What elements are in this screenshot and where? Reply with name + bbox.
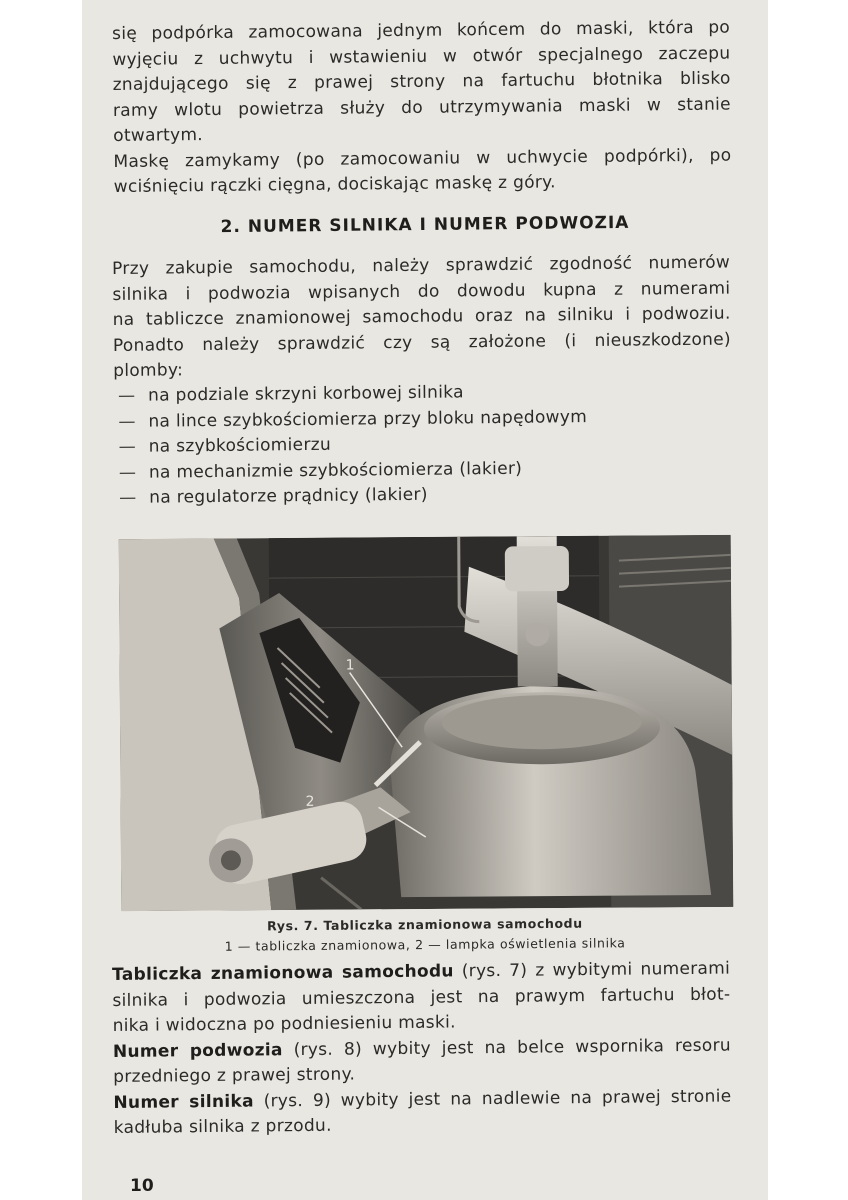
list-item-text: na regulatorze prądnicy (lakier): [149, 484, 428, 508]
top-paragraph: [112, 16, 732, 201]
list-dash: —: [118, 385, 136, 406]
term-chassis-number: Numer podwozia: [112, 1039, 283, 1062]
term-engine-number: Numer silnika: [113, 1091, 254, 1113]
text-line: znajdującego się z prawej strony na fartuchu błotnika blisko: [112, 68, 731, 95]
figure-caption: [82, 912, 768, 958]
text-line: silnika i podwozia umieszczona jest na prawym fartuchu błot-: [112, 984, 731, 1011]
list-item-text: na podziale skrzyni korbowej silnika: [148, 382, 464, 406]
text-line: przedniego z prawej strony.: [113, 1064, 356, 1087]
text-line: wyjęciu z uchwytu i wstawieniu w otwór specjalnego zaczepu: [112, 43, 731, 70]
engine-bay-photo: [119, 535, 734, 911]
list-dash: —: [118, 411, 136, 432]
list-item-text: na szybkościomierzu: [148, 434, 332, 457]
list-dash: —: [119, 487, 137, 508]
term-nameplate: Tabliczka znamionowa samochodu: [112, 961, 454, 985]
book-page: [82, 0, 768, 1200]
text-line: plomby:: [113, 360, 184, 381]
text-line: ramy wlotu powietrza służy do utrzymywania maski w stanie: [112, 94, 731, 121]
photo-callout-1: 1: [345, 657, 355, 674]
page-number: 10: [130, 1176, 154, 1196]
text-line: wciśnięciu rączki cięgna, dociskając maskę z góry.: [113, 172, 556, 197]
section-heading: 2. NUMER SILNIKA I NUMER PODWOZIA: [220, 212, 630, 238]
text-line: się podpórka zamocowana jednym końcem do maski, która po: [112, 17, 731, 44]
list-dash: —: [118, 436, 137, 457]
text-span: (rys. 7) z wybitymi numerami: [453, 958, 731, 982]
text-span: (rys. 9) wybity jest na nadlewie na prawej stronie: [253, 1086, 732, 1112]
bottom-paragraphs: [112, 957, 732, 1142]
caption-legend: 1 — tabliczka znamionowa, 2 — lampka oświetlenia silnika: [224, 935, 626, 954]
seal-list: [118, 378, 737, 512]
list-item: [119, 480, 737, 512]
text-line: Ponadto należy sprawdzić czy są założone (i nieuszkodzone): [112, 329, 731, 356]
text-line: kadłuba silnika z przodu.: [113, 1115, 332, 1138]
section-paragraph: [112, 251, 731, 385]
text-line: silnika i podwozia wpisanych do dowodu kupna z numerami: [112, 278, 731, 305]
list-item-text: na lince szybkościomierza przy bloku napędowym: [148, 406, 588, 432]
photo-callout-2: 2: [305, 793, 315, 810]
text-span: (rys. 8) wybity jest na belce wspornika resoru: [282, 1035, 731, 1060]
text-line: Przy zakupie samochodu, należy sprawdzić zgodność numerów: [112, 252, 731, 279]
text-line: na tabliczce znamionowej samochodu oraz na silniku i podwoziu.: [112, 303, 731, 330]
text-line: nika i widoczna po podniesieniu maski.: [112, 1012, 456, 1036]
list-dash: —: [118, 462, 137, 483]
text-line: otwartym.: [113, 125, 204, 146]
text-line: Maskę zamykamy (po zamocowaniu w uchwycie podpórki), po: [113, 145, 732, 172]
list-item-text: na mechanizmie szybkościomierza (lakier): [148, 458, 523, 483]
caption-title: Rys. 7. Tabliczka znamionowa samochodu: [267, 915, 583, 934]
